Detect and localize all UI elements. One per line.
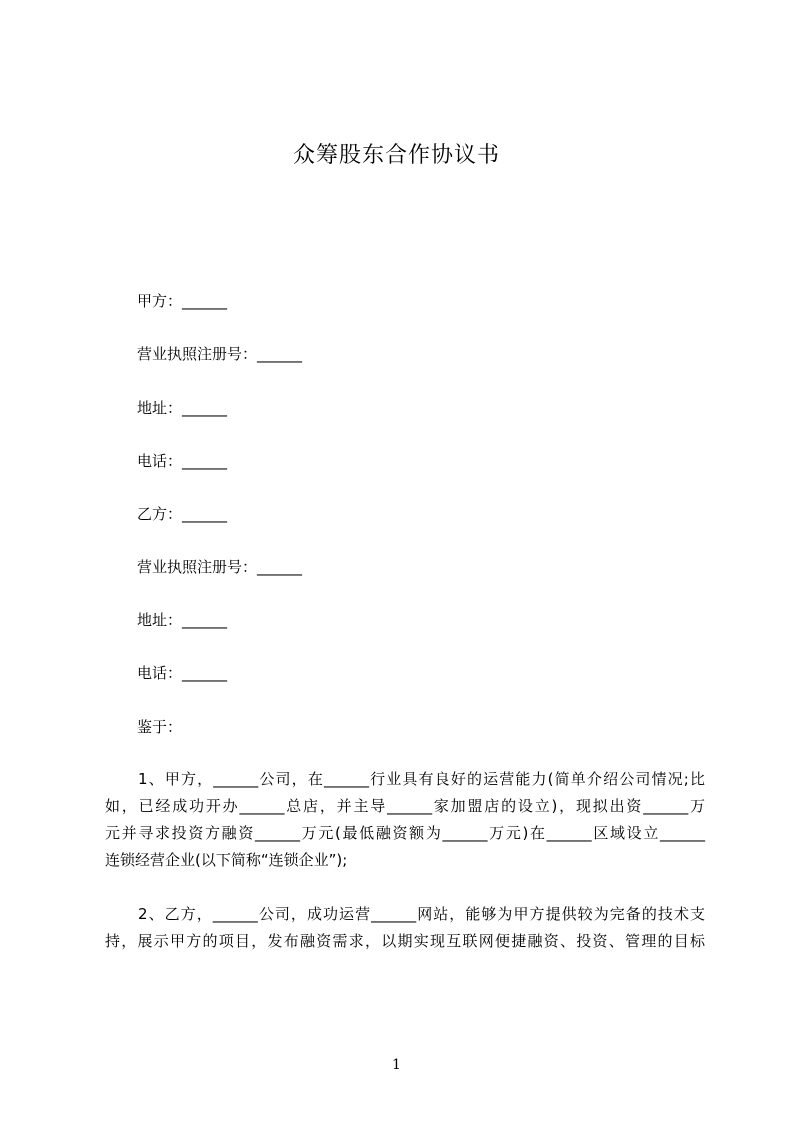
page-number: 1: [392, 1057, 401, 1073]
party-b-license-field: 营业执照注册号：______: [137, 558, 303, 576]
clause-1-paragraph: [105, 766, 705, 874]
party-a-name-field: 甲方：______: [137, 292, 228, 310]
party-b-phone-field: 电话：______: [137, 664, 228, 682]
clause-1-line: 连锁经营企业(以下简称“连锁企业”);: [105, 851, 348, 869]
whereas-label: 鉴于：: [137, 718, 183, 736]
clause-2-paragraph: [105, 901, 705, 955]
clause-2-line: 持，展示甲方的项目，发布融资需求，以期实现互联网便捷融资、投资、管理的目标: [105, 932, 705, 950]
party-b-address-field: 地址：______: [137, 611, 228, 629]
clause-2-line: 2、乙方，______公司，成功运营______网站，能够为甲方提供较为完备的技术支: [138, 905, 705, 923]
party-a-phone-field: 电话：______: [137, 452, 228, 470]
party-a-address-field: 地址：______: [137, 399, 228, 417]
document-title: 众筹股东合作协议书: [292, 143, 500, 168]
party-a-license-field: 营业执照注册号：______: [137, 345, 303, 363]
clause-1-line: 1、甲方，______公司，在______行业具有良好的运营能力(简单介绍公司情况;比: [138, 770, 705, 788]
clause-1-line: 元并寻求投资方融资______万元(最低融资额为______万元)在______区域设立______: [105, 824, 705, 842]
party-b-name-field: 乙方：______: [137, 505, 228, 523]
clause-1-line: 如，已经成功开办______总店，并主导______家加盟店的设立)，现拟出资______万: [105, 797, 705, 815]
